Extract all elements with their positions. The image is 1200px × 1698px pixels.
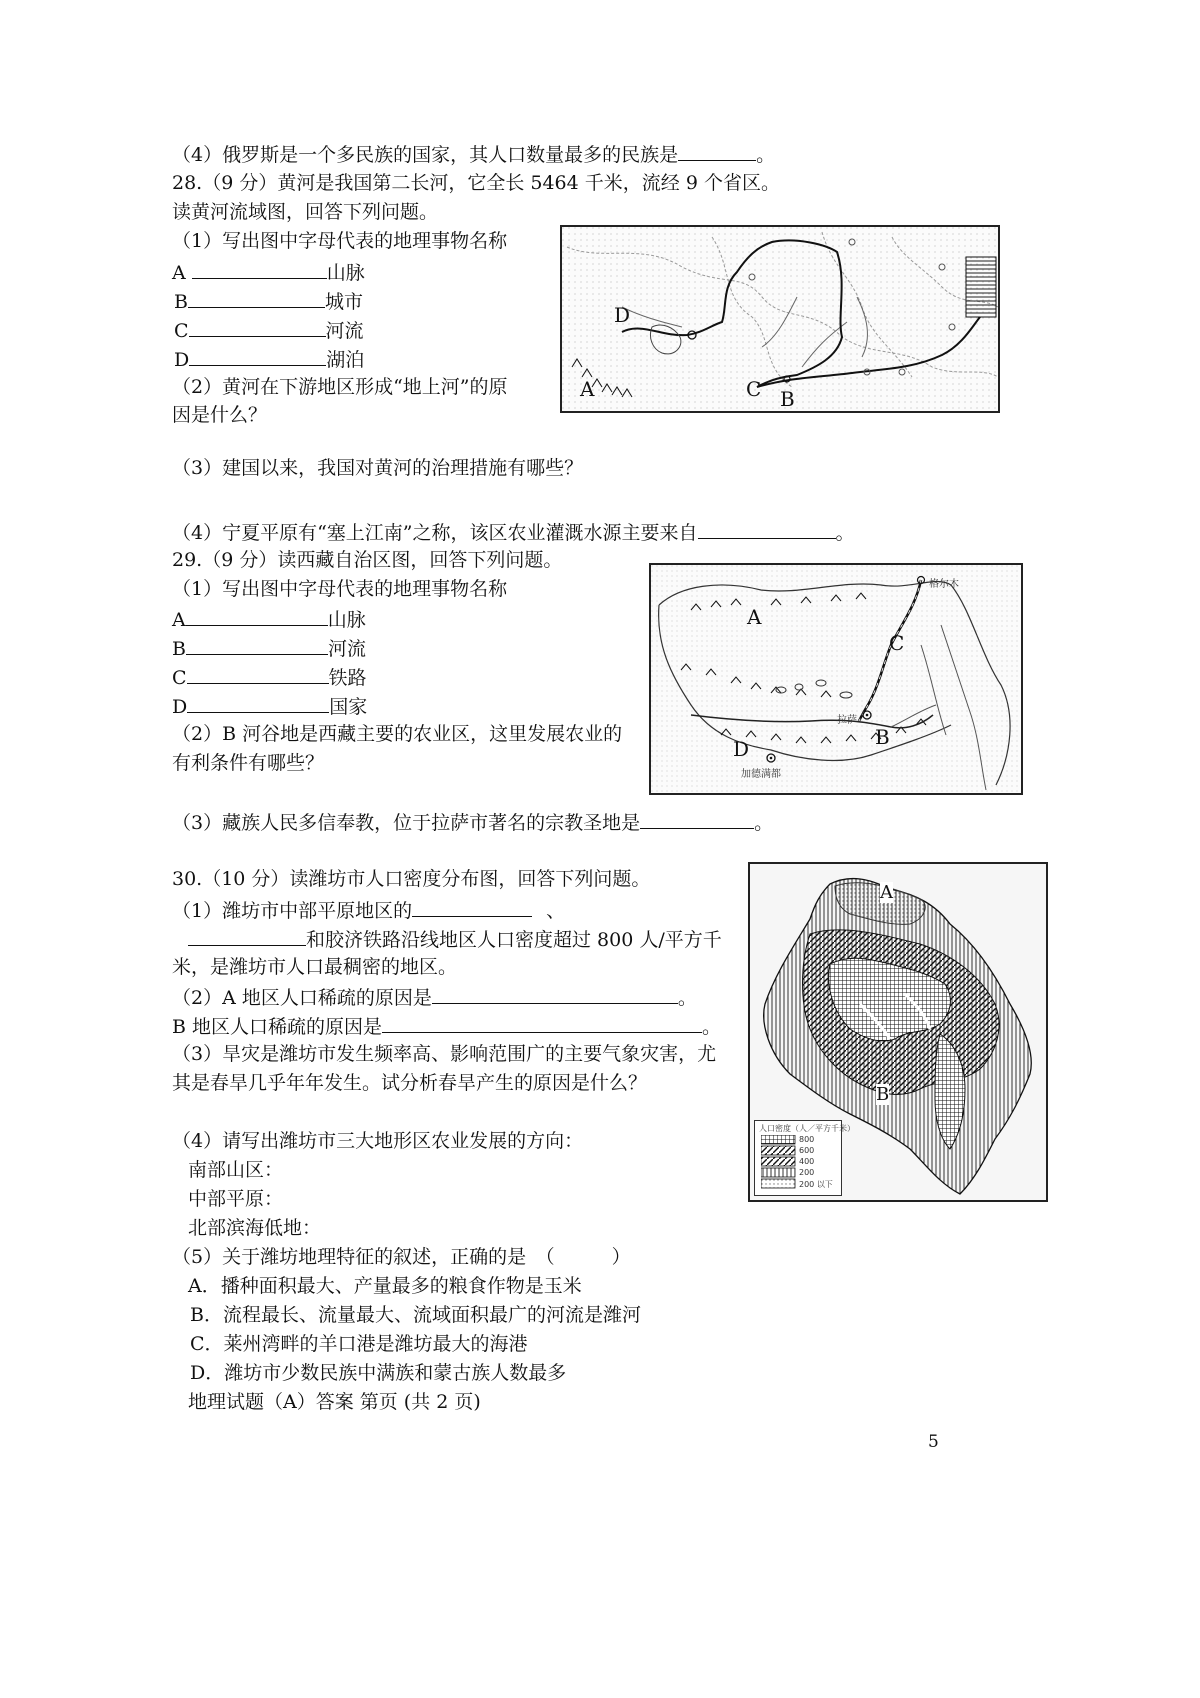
q29-part3: （3）藏族人民多信奉教，位于拉萨市著名的宗教圣地是 。 bbox=[172, 808, 773, 836]
q30-part1-line3: 米，是潍坊市人口最稠密的地区。 bbox=[172, 956, 458, 978]
q28-title: 28.（9 分）黄河是我国第二长河，它全长 5464 千米，流经 9 个省区。 bbox=[172, 172, 780, 194]
q30-part4-north: 北部滨海低地： bbox=[188, 1217, 322, 1239]
q28-item-c: C 河流 bbox=[174, 316, 364, 344]
q28-item-d: D 湖泊 bbox=[174, 345, 364, 373]
map-label-c: C bbox=[889, 631, 905, 655]
answer-blank[interactable] bbox=[192, 258, 327, 279]
answer-blank[interactable] bbox=[187, 663, 329, 684]
answer-blank[interactable] bbox=[189, 345, 326, 366]
map-label-a: A bbox=[880, 882, 893, 903]
q30-part1-line1: （1）潍坊市中部平原地区的 、 bbox=[172, 896, 565, 924]
answer-blank[interactable] bbox=[678, 140, 756, 161]
q29-item-b: B 河流 bbox=[172, 634, 366, 662]
answer-blank[interactable] bbox=[186, 605, 328, 626]
answer-blank[interactable] bbox=[186, 634, 328, 655]
footer-answer-note: 地理试题（A）答案 第页 (共 2 页) bbox=[188, 1391, 481, 1413]
q30-part4-south: 南部山区： bbox=[188, 1159, 284, 1181]
answer-blank[interactable] bbox=[188, 925, 306, 946]
q29-part2-line2: 有利条件有哪些？ bbox=[172, 752, 325, 774]
map-label-a: A bbox=[747, 605, 762, 629]
answer-blank[interactable] bbox=[432, 983, 678, 1004]
city-label-kathmandu: 加德满都 bbox=[741, 769, 781, 780]
map-label-b: B bbox=[876, 1084, 890, 1105]
answer-blank[interactable] bbox=[188, 287, 325, 308]
yellow-river-map bbox=[560, 225, 1000, 413]
map-label-d: D bbox=[614, 303, 631, 327]
tibet-map-drawing bbox=[651, 565, 1021, 793]
q29-title: 29.（9 分）读西藏自治区图，回答下列问题。 bbox=[172, 549, 563, 571]
q30-part3-line1: （3）旱灾是潍坊市发生频率高、影响范围广的主要气象灾害，尤 bbox=[172, 1043, 717, 1065]
weifang-density-map bbox=[748, 862, 1048, 1202]
q30-part5: （5）关于潍坊地理特征的叙述，正确的是 （ ） bbox=[172, 1246, 631, 1268]
city-label-lhasa: 拉萨 bbox=[837, 715, 857, 726]
legend-swatches bbox=[761, 1135, 801, 1191]
q30-option-c[interactable]: C．莱州湾畔的羊口港是潍坊最大的海港 bbox=[190, 1333, 528, 1355]
q30-part3-line2: 其是春旱几乎年年发生。试分析春旱产生的原因是什么？ bbox=[172, 1072, 648, 1094]
legend-row: 200 以下 bbox=[799, 1180, 833, 1189]
q30-part4-mid: 中部平原： bbox=[188, 1188, 284, 1210]
q30-option-d[interactable]: D．潍坊市少数民族中满族和蒙古族人数最多 bbox=[190, 1362, 567, 1384]
map-label-b: B bbox=[780, 387, 795, 411]
page-number: 5 bbox=[928, 1432, 939, 1452]
map-label-c: C bbox=[746, 377, 762, 401]
q28-part2-line1: （2）黄河在下游地区形成“地上河”的原 bbox=[172, 376, 508, 398]
q28-item-a: A 山脉 bbox=[172, 258, 365, 286]
city-label-golmud: 格尔木 bbox=[929, 579, 959, 590]
q29-item-d: D 国家 bbox=[172, 692, 367, 720]
q28-part3: （3）建国以来，我国对黄河的治理措施有哪些？ bbox=[172, 457, 584, 479]
map-label-b: B bbox=[875, 725, 890, 749]
q29-item-a: A 山脉 bbox=[172, 605, 366, 633]
legend-row: 400 bbox=[799, 1157, 815, 1166]
q29-item-c: C 铁路 bbox=[172, 663, 367, 691]
legend-title: 人口密度（人／平方千米） bbox=[759, 1124, 855, 1133]
q30-part2-b: B 地区人口稀疏的原因是 。 bbox=[172, 1012, 721, 1040]
q30-part2-a: （2）A 地区人口稀疏的原因是 。 bbox=[172, 983, 697, 1011]
map-label-d: D bbox=[733, 737, 750, 761]
answer-blank[interactable] bbox=[698, 518, 836, 539]
legend-row: 600 bbox=[799, 1146, 815, 1155]
q28-part4: （4）宁夏平原有“塞上江南”之称，该区农业灌溉水源主要来自 。 bbox=[172, 518, 855, 546]
q29-part1: （1）写出图中字母代表的地理事物名称 bbox=[172, 578, 508, 600]
q30-option-a[interactable]: A．播种面积最大、产量最多的粮食作物是玉米 bbox=[188, 1275, 582, 1297]
q30-part4: （4）请写出潍坊市三大地形区农业发展的方向： bbox=[172, 1130, 584, 1152]
q28-intro: 读黄河流域图，回答下列问题。 bbox=[172, 201, 439, 223]
answer-blank[interactable] bbox=[412, 896, 532, 917]
q30-option-b[interactable]: B．流程最长、流量最大、流域面积最广的河流是潍河 bbox=[190, 1304, 641, 1326]
answer-blank[interactable] bbox=[640, 808, 754, 829]
answer-blank[interactable] bbox=[189, 316, 326, 337]
map-label-a: A bbox=[580, 377, 595, 401]
density-legend bbox=[754, 1120, 855, 1196]
answer-blank[interactable] bbox=[187, 692, 329, 713]
q27-part4: （4）俄罗斯是一个多民族的国家，其人口数量最多的民族是 。 bbox=[172, 140, 775, 168]
q28-part1: （1）写出图中字母代表的地理事物名称 bbox=[172, 230, 508, 252]
q29-part2-line1: （2）B 河谷地是西藏主要的农业区，这里发展农业的 bbox=[172, 723, 623, 745]
q30-part1-line2: 和胶济铁路沿线地区人口密度超过 800 人/平方千 bbox=[188, 925, 722, 953]
answer-blank[interactable] bbox=[382, 1012, 702, 1033]
q30-title: 30.（10 分）读潍坊市人口密度分布图，回答下列问题。 bbox=[172, 868, 651, 890]
q28-part2-line2: 因是什么？ bbox=[172, 404, 268, 426]
legend-row: 800 bbox=[799, 1135, 815, 1144]
tibet-map bbox=[649, 563, 1023, 795]
q28-item-b: B 城市 bbox=[174, 287, 363, 315]
legend-row: 200 bbox=[799, 1168, 815, 1177]
